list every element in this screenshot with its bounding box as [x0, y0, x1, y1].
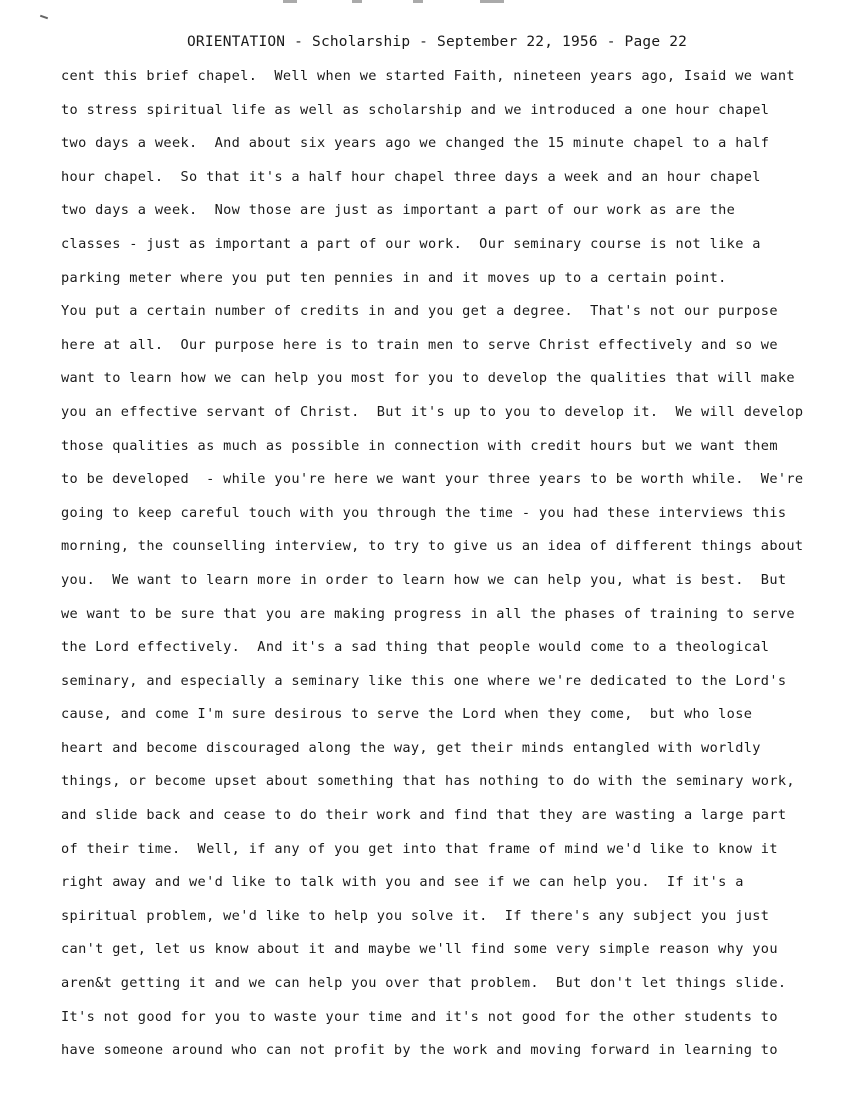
- body-text: [61, 68, 804, 1076]
- text-line: You put a certain number of credits in and you get a degree. That's not our purpose: [61, 303, 778, 320]
- text-line: things, or become upset about something that has nothing to do with the seminary work,: [61, 773, 795, 790]
- text-line: those qualities as much as possible in connection with credit hours but we want them: [61, 437, 778, 454]
- corner-mark: [40, 15, 48, 20]
- text-line: going to keep careful touch with you through the time - you had these interviews this: [61, 504, 787, 521]
- top-edge-mark: [283, 0, 297, 3]
- text-line: spiritual problem, we'd like to help you solve it. If there's any subject you just: [61, 907, 770, 924]
- text-line: two days a week. Now those are just as important a part of our work as are the: [61, 202, 736, 219]
- text-line: It's not good for you to waste your time and it's not good for the other students to: [61, 1008, 778, 1025]
- text-line: you an effective servant of Christ. But it's up to you to develop it. We will develop: [61, 403, 804, 420]
- text-line: to be developed - while you're here we want your three years to be worth while. We're: [61, 471, 804, 488]
- text-line: aren&t getting it and we can help you over that problem. But don't let things slide.: [61, 975, 787, 992]
- top-edge-mark: [413, 0, 423, 3]
- text-line: of their time. Well, if any of you get into that frame of mind we'd like to know it: [61, 840, 778, 857]
- text-line: parking meter where you put ten pennies in and it moves up to a certain point.: [61, 269, 727, 286]
- text-line: seminary, and especially a seminary like this one where we're dedicated to the Lord's: [61, 672, 787, 689]
- text-line: cause, and come I'm sure desirous to serve the Lord when they come, but who lose: [61, 706, 753, 723]
- text-line: can't get, let us know about it and maybe we'll find some very simple reason why you: [61, 941, 778, 958]
- text-line: have someone around who can not profit by the work and moving forward in learning to: [61, 1042, 778, 1059]
- top-edge-mark: [480, 0, 504, 3]
- text-line: hour chapel. So that it's a half hour chapel three days a week and an hour chapel: [61, 168, 761, 185]
- text-line: two days a week. And about six years ago we changed the 15 minute chapel to a half: [61, 135, 770, 152]
- text-line: want to learn how we can help you most for you to develop the qualities that will make: [61, 370, 795, 387]
- text-line: you. We want to learn more in order to learn how we can help you, what is best. But: [61, 571, 787, 588]
- text-line: morning, the counselling interview, to try to give us an idea of different things about: [61, 538, 804, 555]
- text-line: the Lord effectively. And it's a sad thing that people would come to a theological: [61, 639, 770, 656]
- page-header: ORIENTATION - Scholarship - September 22, 1956 - Page 22: [187, 34, 688, 50]
- top-edge-mark: [352, 0, 362, 3]
- text-line: cent this brief chapel. Well when we started Faith, nineteen years ago, Isaid we want: [61, 68, 795, 84]
- text-line: we want to be sure that you are making progress in all the phases of training to serve: [61, 605, 795, 622]
- text-line: here at all. Our purpose here is to train men to serve Christ effectively and so we: [61, 336, 778, 353]
- text-line: to stress spiritual life as well as scholarship and we introduced a one hour chapel: [61, 101, 770, 118]
- text-line: and slide back and cease to do their work and find that they are wasting a large part: [61, 807, 787, 824]
- text-line: right away and we'd like to talk with you and see if we can help you. If it's a: [61, 874, 744, 891]
- text-line: classes - just as important a part of our work. Our seminary course is not like a: [61, 235, 761, 252]
- text-line: heart and become discouraged along the way, get their minds entangled with worldly: [61, 739, 761, 756]
